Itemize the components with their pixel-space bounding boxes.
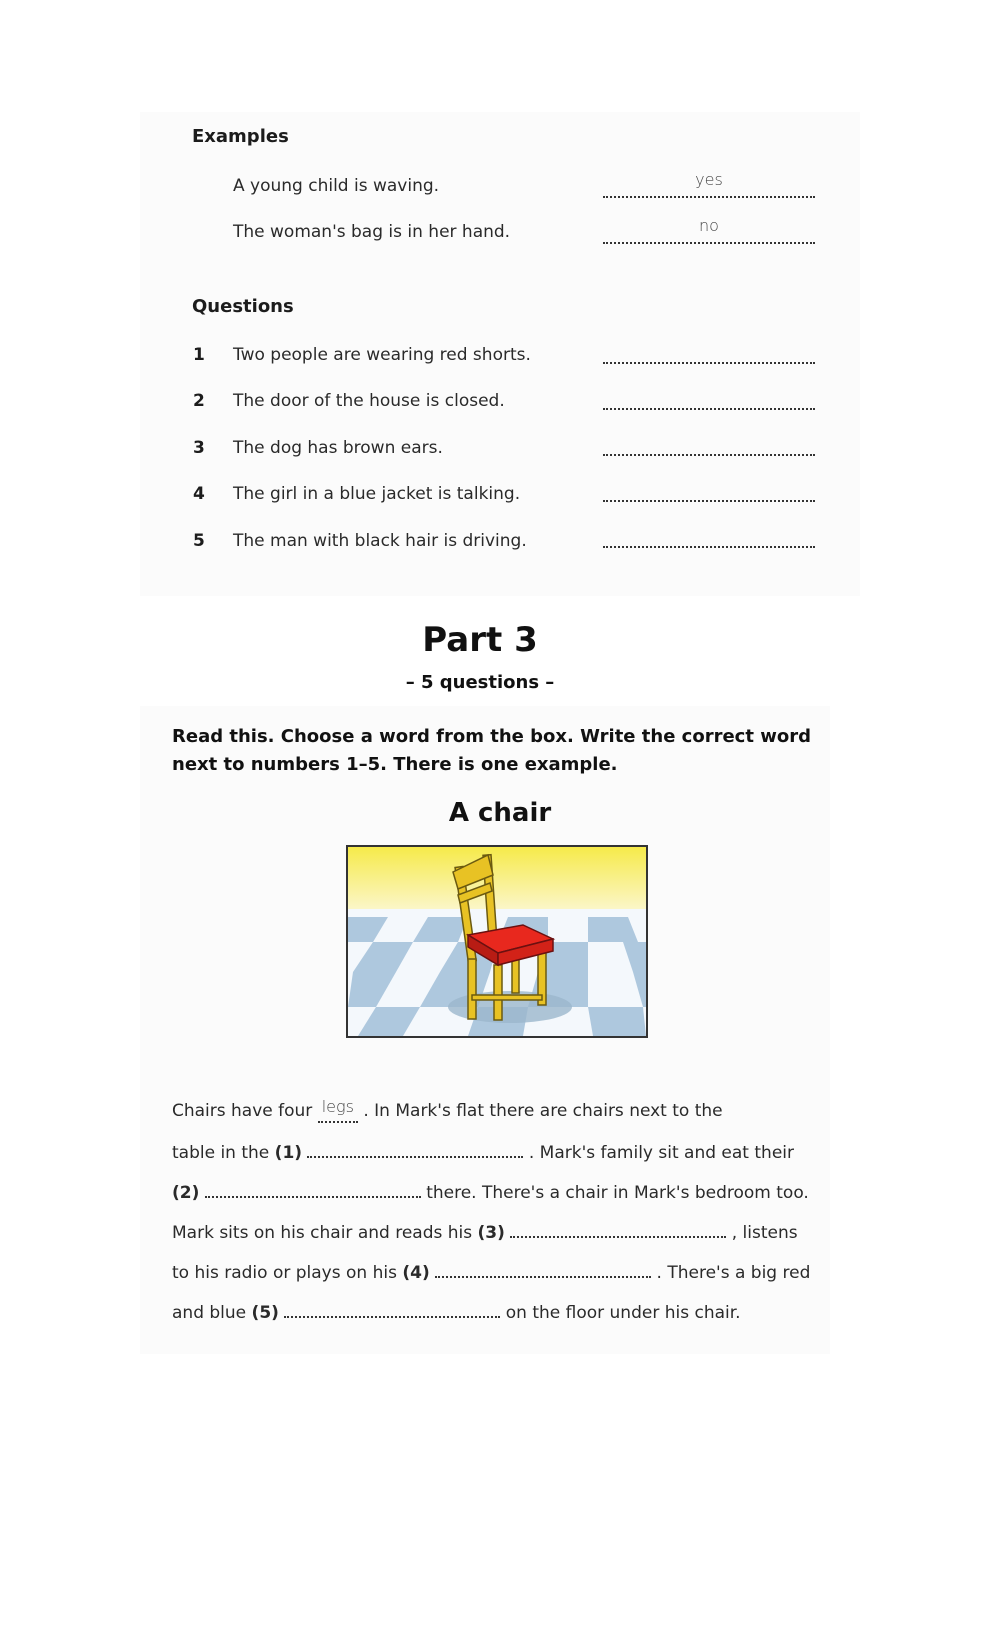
story-text: on the floor under his chair. xyxy=(505,1303,741,1323)
story-text: . In Mark's flat there are chairs next to the xyxy=(363,1101,723,1121)
gap-input-4[interactable] xyxy=(435,1260,651,1278)
example-answer: yes xyxy=(695,170,723,189)
answer-input-3[interactable] xyxy=(603,432,815,456)
question-sentence: The dog has brown ears. xyxy=(233,438,443,458)
question-number: 3 xyxy=(193,438,205,458)
answer-input-4[interactable] xyxy=(603,478,815,502)
story-line-2 xyxy=(172,1140,794,1163)
gap-input-3[interactable] xyxy=(510,1220,726,1238)
story-text: . Mark's family sit and eat their xyxy=(528,1143,794,1163)
part-title: Part 3 xyxy=(422,620,538,660)
example-sentence: The woman's bag is in her hand. xyxy=(233,222,511,242)
examples-heading: Examples xyxy=(192,126,289,147)
question-sentence: The man with black hair is driving. xyxy=(233,531,527,551)
story-text: and blue xyxy=(172,1303,247,1323)
story-text: Chairs have four xyxy=(172,1101,313,1121)
question-number: 1 xyxy=(193,345,205,365)
example-answer-word: legs xyxy=(321,1097,354,1116)
story-line-6 xyxy=(172,1300,741,1323)
example-sentence: A young child is waving. xyxy=(233,176,440,196)
story-text: there. There's a chair in Mark's bedroom too. xyxy=(426,1183,809,1203)
gap-number-1: (1) xyxy=(274,1143,303,1163)
question-number: 2 xyxy=(193,391,205,411)
part-subtitle: – 5 questions – xyxy=(405,672,555,693)
question-sentence: The door of the house is closed. xyxy=(233,391,505,411)
story-text: Mark sits on his chair and reads his xyxy=(172,1223,473,1243)
story-line-3 xyxy=(172,1180,809,1203)
instructions: Read this. Choose a word from the box. Write the correct word next to numbers 1–5. There is one example. xyxy=(172,726,811,775)
gap-input-5[interactable] xyxy=(284,1300,500,1318)
example-answer-field xyxy=(603,170,815,198)
example-answer-field xyxy=(603,216,815,244)
story-line-5 xyxy=(172,1260,810,1283)
example-answer: no xyxy=(699,216,719,235)
gap-input-1[interactable] xyxy=(307,1140,523,1158)
gap-number-2: (2) xyxy=(172,1183,200,1203)
story-text: table in the xyxy=(172,1143,270,1163)
question-number: 4 xyxy=(193,484,205,504)
story-text: , listens xyxy=(731,1223,798,1243)
story-title: A chair xyxy=(448,798,552,828)
chair-illustration xyxy=(348,847,646,1036)
questions-heading: Questions xyxy=(192,296,294,317)
gap-number-5: (5) xyxy=(251,1303,279,1323)
chair-picture xyxy=(346,845,648,1038)
story-line-1 xyxy=(172,1097,723,1123)
question-sentence: The girl in a blue jacket is talking. xyxy=(233,484,521,504)
gap-number-3: (3) xyxy=(477,1223,505,1243)
story-text: to his radio or plays on his xyxy=(172,1263,397,1283)
story-line-4 xyxy=(172,1220,798,1243)
gap-number-4: (4) xyxy=(402,1263,430,1283)
answer-input-1[interactable] xyxy=(603,340,815,364)
answer-input-2[interactable] xyxy=(603,386,815,410)
question-sentence: Two people are wearing red shorts. xyxy=(233,345,531,365)
answer-input-5[interactable] xyxy=(603,524,815,548)
question-number: 5 xyxy=(193,531,205,551)
gap-input-2[interactable] xyxy=(205,1180,421,1198)
story-text: . There's a big red xyxy=(656,1263,811,1283)
